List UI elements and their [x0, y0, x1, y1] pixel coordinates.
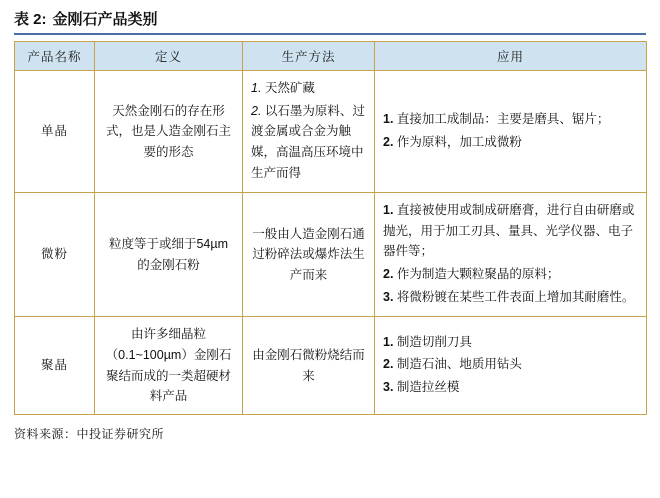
table-row — [15, 193, 647, 317]
source-note: 资料来源：中投证券研究所 — [14, 426, 165, 441]
column-header-application: 应用 — [375, 42, 647, 71]
list-text: 天然矿藏 — [264, 81, 315, 95]
application-list — [383, 200, 638, 307]
page-title — [14, 8, 646, 35]
cell-definition: 天然金刚石的存在形式，也是人造金刚石主要的形态 — [95, 71, 243, 193]
cell-method — [243, 71, 375, 193]
cell-product-name: 聚晶 — [15, 317, 95, 415]
list-item — [383, 287, 638, 308]
list-marker: 2. — [383, 357, 394, 372]
column-header-name: 产品名称 — [15, 42, 95, 71]
product-category-table — [14, 41, 647, 415]
cell-product-name: 单晶 — [15, 71, 95, 193]
list-item — [383, 377, 638, 398]
list-text: 制造切削刀具 — [396, 334, 472, 349]
list-text: 将微粉镀在某些工件表面上增加其耐磨性。 — [396, 289, 635, 304]
list-marker: 2. — [251, 103, 262, 118]
list-item — [383, 332, 638, 353]
list-text: 以石墨为原料、过渡金属或合金为触媒，高温高压环境中生产而得 — [251, 103, 365, 180]
list-text: 作为制造大颗粒聚晶的原料； — [396, 267, 560, 281]
list-item — [251, 101, 366, 184]
list-item — [383, 200, 638, 262]
list-marker: 1. — [383, 111, 394, 126]
method-text: 由金刚石微粉烧结而来 — [252, 347, 365, 383]
method-text: 一般由人造金刚石通过粉碎法或爆炸法生产而来 — [252, 226, 365, 282]
list-marker: 3. — [383, 289, 394, 304]
list-text: 制造拉丝模 — [396, 379, 460, 394]
method-list — [251, 78, 366, 183]
cell-method — [243, 317, 375, 415]
application-list — [383, 332, 638, 398]
list-text: 直接被使用或制成研磨膏，进行自由研磨或抛光，用于加工刃具、量具、光学仪器、电子器件等； — [383, 203, 635, 259]
list-marker: 3. — [383, 379, 394, 394]
table-row — [15, 71, 647, 193]
list-text: 制造石油、地质用钻头 — [396, 357, 522, 372]
table-number-label: 表 2: — [14, 11, 47, 28]
list-marker: 2. — [383, 134, 394, 149]
list-item — [383, 264, 638, 285]
list-marker: 2. — [383, 267, 394, 281]
application-list — [383, 109, 638, 152]
cell-application — [375, 71, 647, 193]
table-header-row — [15, 42, 647, 71]
table-title-text: 金刚石产品类别 — [52, 11, 158, 28]
cell-application — [375, 193, 647, 317]
column-header-definition: 定义 — [95, 42, 243, 71]
cell-definition: 由许多细晶粒（0.1~100µm）金刚石聚结而成的一类超硬材料产品 — [95, 317, 243, 415]
list-marker: 1. — [383, 203, 394, 218]
list-item — [383, 354, 638, 375]
list-marker: 1. — [383, 334, 394, 349]
list-item — [383, 132, 638, 153]
list-text: 直接加工成制品：主要是磨具、锯片； — [396, 111, 610, 126]
column-header-method: 生产方法 — [243, 42, 375, 71]
table-row — [15, 317, 647, 415]
cell-application — [375, 317, 647, 415]
list-text: 作为原料，加工成微粉 — [396, 134, 522, 149]
list-item — [251, 78, 366, 99]
cell-method — [243, 193, 375, 317]
list-item — [383, 109, 638, 130]
cell-product-name: 微粉 — [15, 193, 95, 317]
cell-definition: 粒度等于或细于54µm 的金刚石粉 — [95, 193, 243, 317]
list-marker: 1. — [251, 81, 262, 95]
